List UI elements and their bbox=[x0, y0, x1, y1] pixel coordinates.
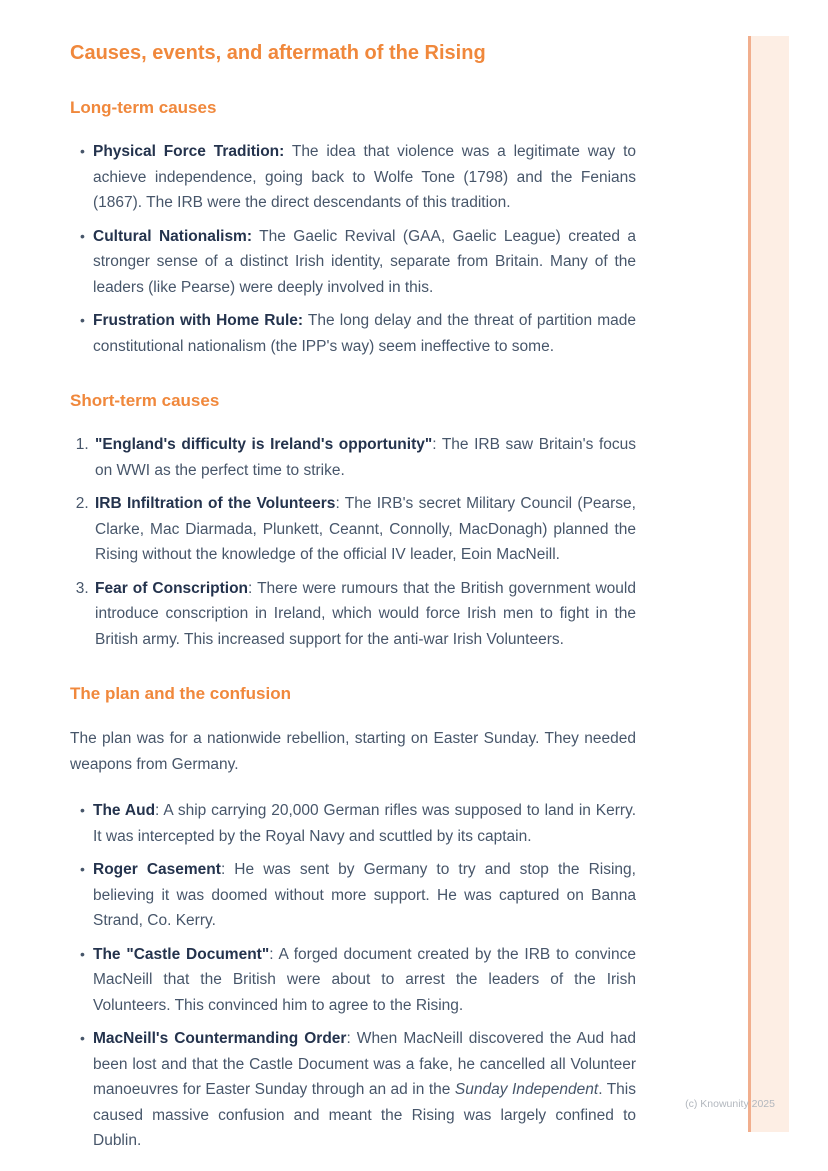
plan-intro-paragraph: The plan was for a nationwide rebellion, starting on Easter Sunday. They needed weapons from Germany. bbox=[70, 730, 636, 773]
term-bold: Frustration with Home Rule: bbox=[93, 312, 304, 329]
section-heading-long-term-causes: Long-term causes bbox=[70, 98, 217, 117]
term-bold: IRB Infiltration of the Volunteers bbox=[95, 495, 336, 512]
item-text: The idea that violence was a legitimate way to achieve independence, going back to Wolfe Tone (1798) and the Fenians (1867). The IRB were the direct descendants of this tradition. bbox=[93, 143, 637, 211]
item-text: : When MacNeill discovered the Aud had been lost and that the Castle Document was a fake, he cancelled all Volunteer manoeuvres for Easter Sunday through an ad in the bbox=[93, 1030, 636, 1098]
short-term-causes-list bbox=[70, 432, 636, 652]
item-text: : The IRB's secret Military Council (Pearse, Clarke, Mac Diarmada, Plunkett, Ceannt, Connolly, MacDonagh) planned the Rising without the knowledge of the official IV leader, Eoin MacNeill. bbox=[95, 495, 636, 563]
term-bold: "England's difficulty is Ireland's opportunity" bbox=[95, 436, 433, 453]
list-item bbox=[93, 576, 636, 653]
term-bold: Cultural Nationalism: bbox=[93, 227, 253, 245]
list-item bbox=[93, 942, 636, 1019]
section-heading-short-term-causes: Short-term causes bbox=[70, 391, 220, 410]
list-item bbox=[93, 224, 636, 301]
term-bold: Fear of Conscription bbox=[95, 579, 249, 597]
page-title: Causes, events, and aftermath of the Rising bbox=[70, 42, 486, 64]
term-bold: Roger Casement bbox=[93, 861, 221, 878]
section-heading-plan-confusion: The plan and the confusion bbox=[70, 684, 291, 703]
item-text: : He was sent by Germany to try and stop the Rising, believing it was doomed without more support. He was captured on Banna Strand, Co. Kerry. bbox=[93, 861, 636, 929]
copyright-notice: (c) Knowunity 2025 bbox=[685, 1098, 775, 1110]
item-text: The Gaelic Revival (GAA, Gaelic League) created a stronger sense of a distinct Irish identity, separate from Britain. Many of the leaders (like Pearse) were deeply involved in this. bbox=[93, 227, 636, 296]
item-text: . This caused massive confusion and meant the Rising was largely confined to Dublin. bbox=[93, 1081, 636, 1149]
term-bold: Physical Force Tradition: bbox=[93, 143, 285, 160]
plan-confusion-list bbox=[70, 798, 636, 1154]
item-text: : The IRB saw Britain's focus on WWI as the perfect time to strike. bbox=[95, 436, 636, 479]
item-text: : There were rumours that the British government would introduce conscription in Ireland, which would force Irish men to fight in the British army. This increased support for the anti-war Irish Volunteers. bbox=[95, 579, 636, 648]
italic-publication-name: Sunday Independent bbox=[454, 1081, 599, 1098]
list-item bbox=[93, 139, 636, 216]
side-accent-bar bbox=[748, 36, 789, 1132]
item-text: : A forged document created by the IRB to convince MacNeill that the British were about to arrest the leaders of the Irish Volunteers. This convinced him to agree to the Rising. bbox=[93, 945, 636, 1014]
list-item bbox=[93, 1026, 636, 1154]
term-bold: The Aud bbox=[93, 802, 156, 819]
term-bold: The "Castle Document" bbox=[93, 945, 270, 963]
list-item bbox=[93, 798, 636, 849]
document-content bbox=[70, 0, 636, 1162]
list-item bbox=[93, 308, 636, 359]
list-item bbox=[93, 491, 636, 568]
item-text: : A ship carrying 20,000 German rifles was supposed to land in Kerry. It was intercepted by the Royal Navy and scuttled by its captain. bbox=[93, 802, 636, 845]
term-bold: MacNeill's Countermanding Order bbox=[93, 1030, 347, 1047]
item-text: The long delay and the threat of partition made constitutional nationalism (the IPP's way) seem ineffective to some. bbox=[93, 312, 636, 355]
long-term-causes-list bbox=[70, 139, 636, 359]
list-item bbox=[93, 857, 636, 934]
list-item bbox=[93, 432, 636, 483]
